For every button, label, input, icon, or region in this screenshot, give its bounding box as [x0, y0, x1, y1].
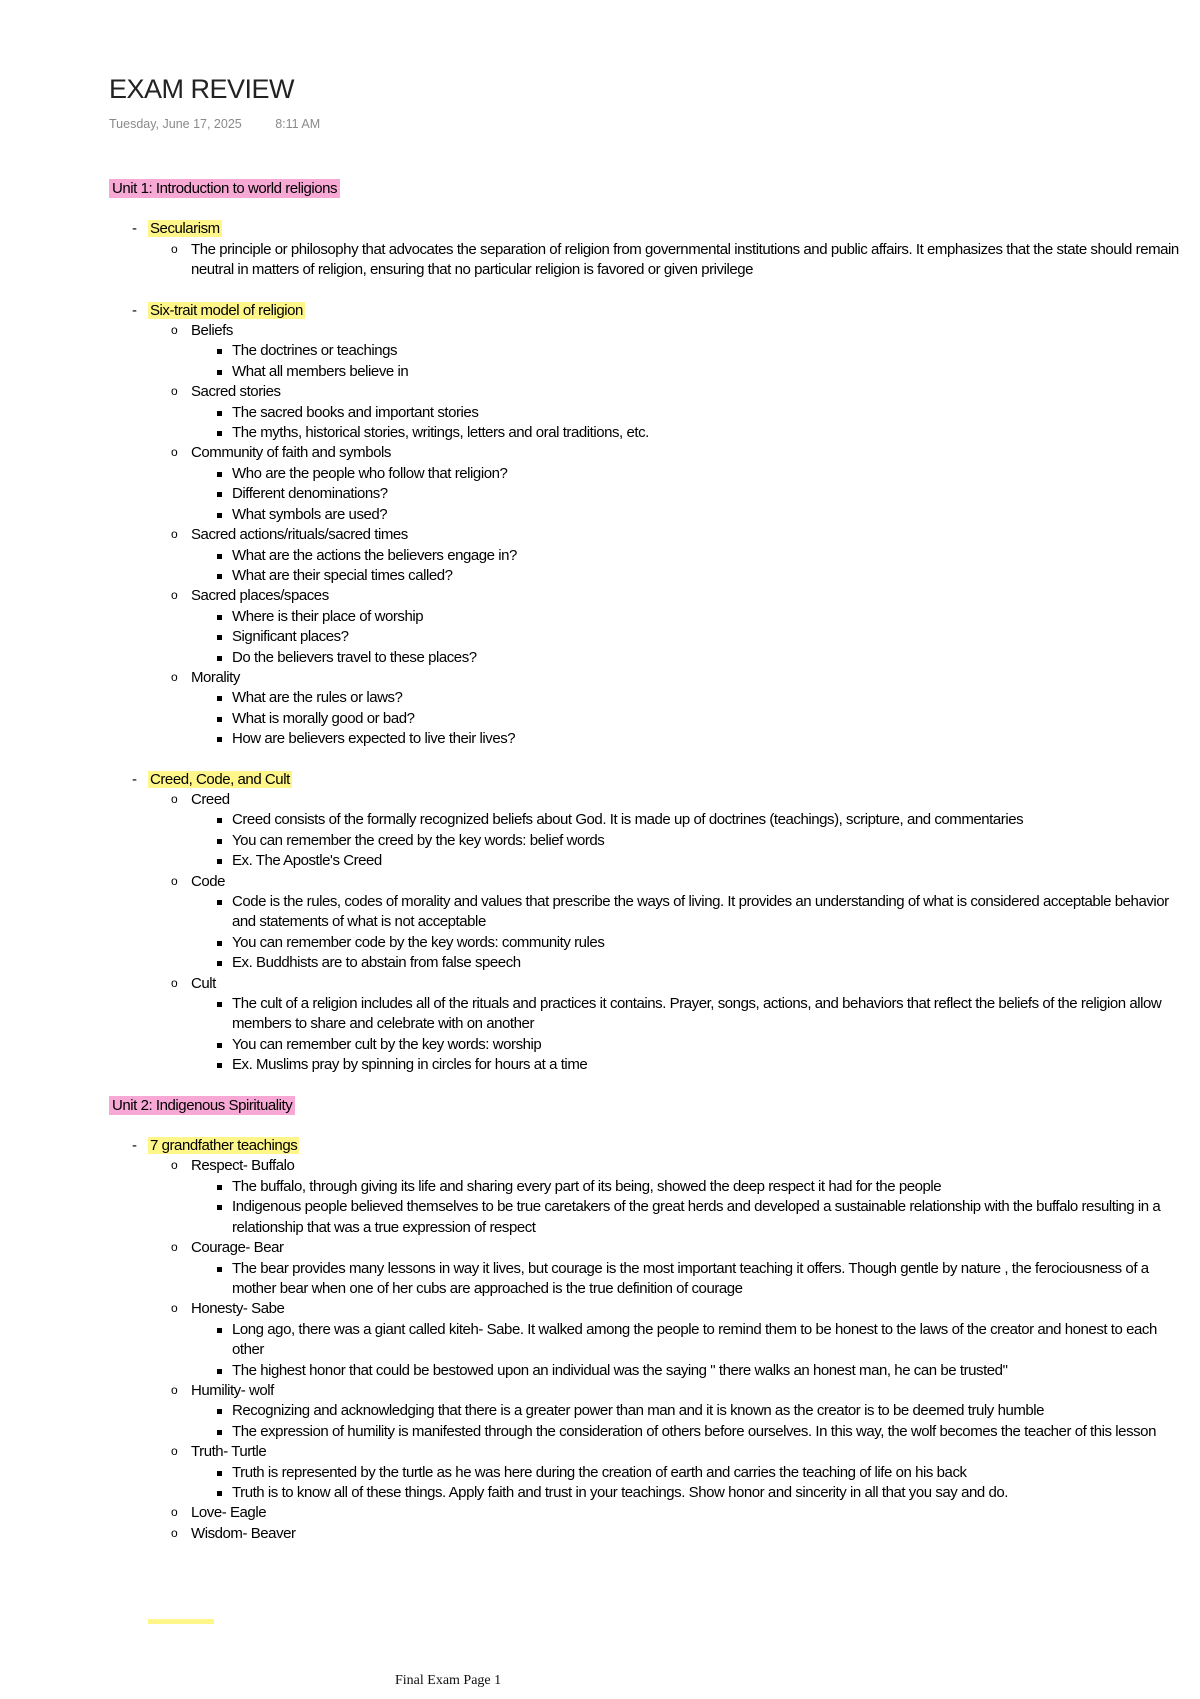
sub-list-item: What all members believe in — [232, 362, 1200, 382]
sub-list-item: The highest honor that could be bestowed upon an individual was the saying " there walks an honest man, he can be trusted" — [232, 1361, 1200, 1381]
sub-list-item: Who are the people who follow that religion? — [232, 464, 1200, 484]
list-item: o Truth- Turtle — [191, 1442, 1200, 1462]
sub-list-item: Significant places? — [232, 627, 1200, 647]
topic-heading — [148, 1136, 1200, 1156]
sub-list-item: Truth is to know all of these things. Apply faith and trust in your teachings. Show honor and sincerity in all that you say and do. — [232, 1483, 1200, 1503]
topic-heading — [148, 301, 1200, 321]
list-item: o Cult — [191, 974, 1200, 994]
sub-list-item: Indigenous people believed themselves to be true caretakers of the great herds and developed a sustainable relationship with the buffalo resulting in a relationship that was a true expression of respect — [232, 1197, 1200, 1238]
spacer — [0, 1076, 1200, 1096]
sub-list-item: Ex. The Apostle's Creed — [232, 851, 1200, 871]
list-item: o Creed — [191, 790, 1200, 810]
list-item: o Beliefs — [191, 321, 1200, 341]
sub-list-item: The myths, historical stories, writings, letters and oral traditions, etc. — [232, 423, 1200, 443]
sub-list-item: The doctrines or teachings — [232, 341, 1200, 361]
sub-list-item: You can remember code by the key words: community rules — [232, 933, 1200, 953]
sub-list-item: The sacred books and important stories — [232, 403, 1200, 423]
list-item: o Morality — [191, 668, 1200, 688]
sub-list-item: What are their special times called? — [232, 566, 1200, 586]
unit-heading — [109, 179, 1200, 199]
list-item: o Sacred actions/rituals/sacred times — [191, 525, 1200, 545]
sub-list-item: The cult of a religion includes all of the rituals and practices it contains. Prayer, songs, actions, and behaviors that reflect the beliefs of the religion allow members to share and celebrate with on another — [232, 994, 1200, 1035]
list-item: o The principle or philosophy that advocates the separation of religion from governmental institutions and public affairs. It emphasizes that the state should remain neutral in matters of religion, ensuring that no particular religion is favored or given privilege — [191, 240, 1200, 281]
topic-heading — [148, 219, 1200, 239]
sub-list-item: Recognizing and acknowledging that there is a greater power than man and it is known as the creator is to be deemed truly humble — [232, 1401, 1200, 1421]
list-item: o Sacred stories — [191, 382, 1200, 402]
sub-list-item: Long ago, there was a giant called kiteh- Sabe. It walked among the people to remind them to be honest to the laws of the creator and honest to each other — [232, 1320, 1200, 1361]
page-title: EXAM REVIEW — [109, 74, 295, 104]
sub-list-item: The buffalo, through giving its life and sharing every part of its being, showed the deep respect it had for the people — [232, 1177, 1200, 1197]
time-text: 8:11 AM — [275, 117, 321, 131]
list-item: o Code — [191, 872, 1200, 892]
sub-list-item: The bear provides many lessons in way it lives, but courage is the most important teaching it offers. Though gentle by nature , the ferociousness of a mother bear when one of her cubs are approached is the true definition of courage — [232, 1259, 1200, 1300]
sub-list-item: What symbols are used? — [232, 505, 1200, 525]
list-item: o Sacred places/spaces — [191, 586, 1200, 606]
sub-list-item: What are the actions the believers engage in? — [232, 546, 1200, 566]
sub-list-item: Where is their place of worship — [232, 607, 1200, 627]
sub-list-item: Ex. Muslims pray by spinning in circles for hours at a time — [232, 1055, 1200, 1075]
list-item: o Honesty- Sabe — [191, 1299, 1200, 1319]
list-item: o Love- Eagle — [191, 1503, 1200, 1523]
highlight-stub — [148, 1619, 214, 1624]
unit-label: Unit 2: Indigenous Spirituality — [109, 1096, 295, 1115]
topic-heading — [148, 770, 1200, 790]
page-timestamp — [109, 117, 320, 131]
topic-label: Creed, Code, and Cult — [150, 770, 290, 788]
topic-label: 7 grandfather teachings — [150, 1137, 298, 1155]
topic-label: Six-trait model of religion — [150, 301, 303, 319]
list-item: o Respect- Buffalo — [191, 1156, 1200, 1176]
sub-list-item: Different denominations? — [232, 484, 1200, 504]
page-footer: Final Exam Page 1 — [395, 1673, 502, 1688]
list-item: o Wisdom- Beaver — [191, 1524, 1200, 1544]
sub-list-item: The expression of humility is manifested through the consideration of others before ourselves. In this way, the wolf becomes the teacher of this lesson — [232, 1422, 1200, 1442]
list-item: o Courage- Bear — [191, 1238, 1200, 1258]
sub-list-item: Code is the rules, codes of morality and values that prescribe the ways of living. It provides an understanding of what is considered acceptable behavior and statements of what is not acceptable — [232, 892, 1200, 933]
unit-heading — [109, 1096, 1200, 1116]
sub-list-item: Truth is represented by the turtle as he was here during the creation of earth and carries the teaching of life on his back — [232, 1463, 1200, 1483]
sub-list-item: Ex. Buddhists are to abstain from false speech — [232, 953, 1200, 973]
sub-list-item: How are believers expected to live their lives? — [232, 729, 1200, 749]
sub-list-item: You can remember cult by the key words: worship — [232, 1035, 1200, 1055]
list-item: o Community of faith and symbols — [191, 443, 1200, 463]
note-body[interactable] — [0, 179, 1200, 1544]
list-item: o Humility- wolf — [191, 1381, 1200, 1401]
topic-label: Secularism — [150, 220, 220, 238]
sub-list-item: Do the believers travel to these places? — [232, 648, 1200, 668]
sub-list-item: What are the rules or laws? — [232, 688, 1200, 708]
unit-label: Unit 1: Introduction to world religions — [109, 179, 340, 198]
date-text: Tuesday, June 17, 2025 — [109, 117, 242, 131]
sub-list-item: You can remember the creed by the key words: belief words — [232, 831, 1200, 851]
sub-list-item: What is morally good or bad? — [232, 709, 1200, 729]
sub-list-item: Creed consists of the formally recognized beliefs about God. It is made up of doctrines (teachings), scripture, and commentaries — [232, 810, 1200, 830]
